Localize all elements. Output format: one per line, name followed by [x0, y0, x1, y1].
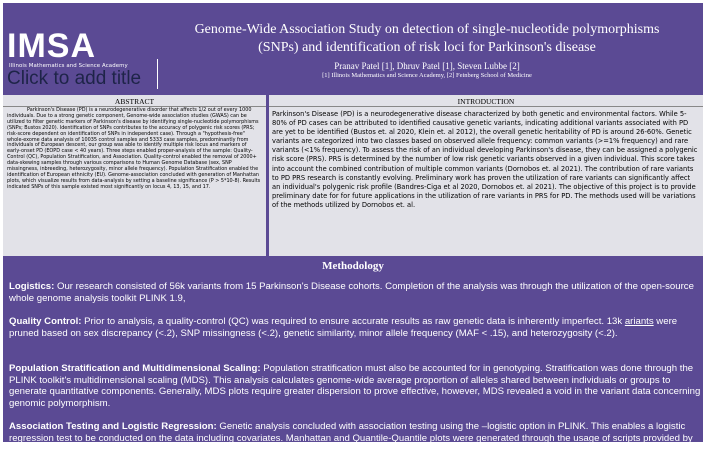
introduction-divider [269, 106, 703, 107]
title-placeholder[interactable]: Click to add title [7, 68, 142, 89]
association-testing-paragraph [9, 421, 701, 456]
poster-slide [3, 3, 703, 456]
title-line-2: (SNPs) and identification of risk loci for Parkinson's disease [258, 40, 596, 55]
introduction-text: Parkinson's Disease (PD) is a neurodegenerative disease characterized by both genetic and environmental factors. While 5-80% of PD cases can be attributed to identified causative genetic variants, indicating additional variants associated with PD are yet to be identified (Bustos et. al 2020, Klein et. al 2012), the overall genetic heritability of PD is around 26-60%. Genetic variants are categorized into two classes based on observed allele frequency: common variants (>=1% frequency) and rare variants (<1% frequency). To assess the risk of an individual developing Parkinson's disease, they can be assigned a polygenic risk score (PRS). PRS is determined by the number of low risk genetic variants observed in a given individual. This score takes into account the combined contribution of multiple common variants (Dornobos et. al 2021). The contribution of rare variants to PD PRS research is constantly evolving. Preliminary work has proven the utilization of rare variants can significantly affect an individual's polygenic risk profile (Bandres-Ciga et al 2020, Dornobos et. al 2021). The objective of this project is to provide preliminary date for for future applications in the utilization of rare variants in PRS for PD. The methods used will be variations of the methods utilized by Dornobos et. al. [272, 110, 698, 209]
logistics-text: Our research consisted of 56k variants from 15 Parkinson's Disease cohorts. Completion of the analysis was through the utilization of the open-source whole genome analysis toolkit PLINK 1.9, [9, 281, 694, 304]
introduction-box[interactable] [269, 95, 703, 256]
logo-divider [157, 59, 158, 89]
poster-title[interactable] [163, 21, 691, 57]
qc-text-a: Prior to analysis, a quality-control (QC) was required to ensure accurate results as raw genetic data is inherently imperfect. 13k [81, 316, 625, 327]
qc-label: Quality Control: [9, 316, 82, 327]
affiliations[interactable]: [1] Illinois Mathematics and Science Academy, [2] Feinberg School of Medicine [322, 72, 532, 79]
pop-label: Population Stratification and Multidimensional Scaling: [9, 363, 261, 374]
assoc-label: Association Testing and Logistic Regression: [9, 421, 217, 432]
poster-header [3, 3, 703, 88]
introduction-heading: INTRODUCTION [457, 97, 515, 106]
pop-text: Population stratification must also be accounted for in genotyping. Stratification was done through the PLINK toolkit's multidimensional scaling (MDS). This analysis calculates genome-wide average proportion of alleles shared between individuals or groups to generate quantitative components. Generally, MDS plots require greater dispersion to prove effective, however, MDS revealed a void in the variant data concerning genomic polymorphism. [9, 363, 701, 409]
logistics-label: Logistics: [9, 281, 55, 292]
imsa-logo [7, 29, 157, 73]
title-line-1: Genome-Wide Association Study on detection of single-nucleotide polymorphisms [194, 22, 660, 37]
assoc-text: Genetic analysis concluded with association testing using the –logistic option in PLINK. This enables a logistic regression test to be conducted on the data including covariates. Manhattan and Quantile-Quantile plots were generated through the usage of scripts provided by Marees et. al. Both plots visualize results from the logistic regression analysis. [9, 421, 693, 456]
population-stratification-paragraph [9, 363, 701, 409]
logo-subtitle: Illinois Mathematics and Science Academy [9, 63, 128, 69]
abstract-box[interactable] [3, 95, 266, 256]
logo-wordmark: IMSA [7, 27, 96, 65]
authors[interactable]: Pranav Patel [1], Dhruv Patel [1], Steven Lubbe [2] [334, 61, 520, 71]
quality-control-paragraph [9, 316, 701, 339]
abstract-text: Parkinson's Disease (PD) is a neurodegenerative disorder that affects 1/2 out of every 1000 individuals. Due to a strong genetic component, Genome-wide association studies (GWAS) can be utilized to filter genetic markers of Parkinson's disease by identifying single-nucleotide polymorphisms (SNPs; Bustos 2020). Identification of SNPs contributes to the accuracy of polygenic risk scores (PRS; risk-score dependent on identification of SNPs in independent case). Through a "hypothesis-free" whole-exome data analysis of 10035 control samples and 5333 case samples, predominantly from individuals of European descent, our group was able to identify multiple risk locus and markers of early-onset PD (EOPD case < 40 years). Three steps enabled proper-analysis of the sample: Quality-Control (QC), Population Stratification, and Association. Quality-control enabled the removal of 2000+ data-skewing samples through various comparisons to Human Genome Database (sex, SNP missingness, inbreeding, heterozygosity, minor allele frequency). Population Stratification enabled the identification of European ethnicity (EU). Genome-association concluded with generation of Manhattan plots, which visualize results from data-analysis by setting a baseline significance (P > 5*10-8). Results indicated SNPs of this sample existed most significantly on locus 4, 13, 15, and 17. [7, 107, 261, 190]
qc-underlined-word: ariants [624, 316, 654, 327]
methodology-heading: Methodology [322, 260, 384, 272]
abstract-heading: ABSTRACT [114, 97, 155, 106]
logistics-paragraph [9, 281, 701, 304]
qc-text-b: were pruned based on sex discrepancy (<.2), SNP missingness (<.2), genetic similarity, minor allele frequency (MAF < .15), and heterozygosity (<.2). [9, 316, 678, 339]
methodology-section[interactable] [3, 256, 703, 456]
